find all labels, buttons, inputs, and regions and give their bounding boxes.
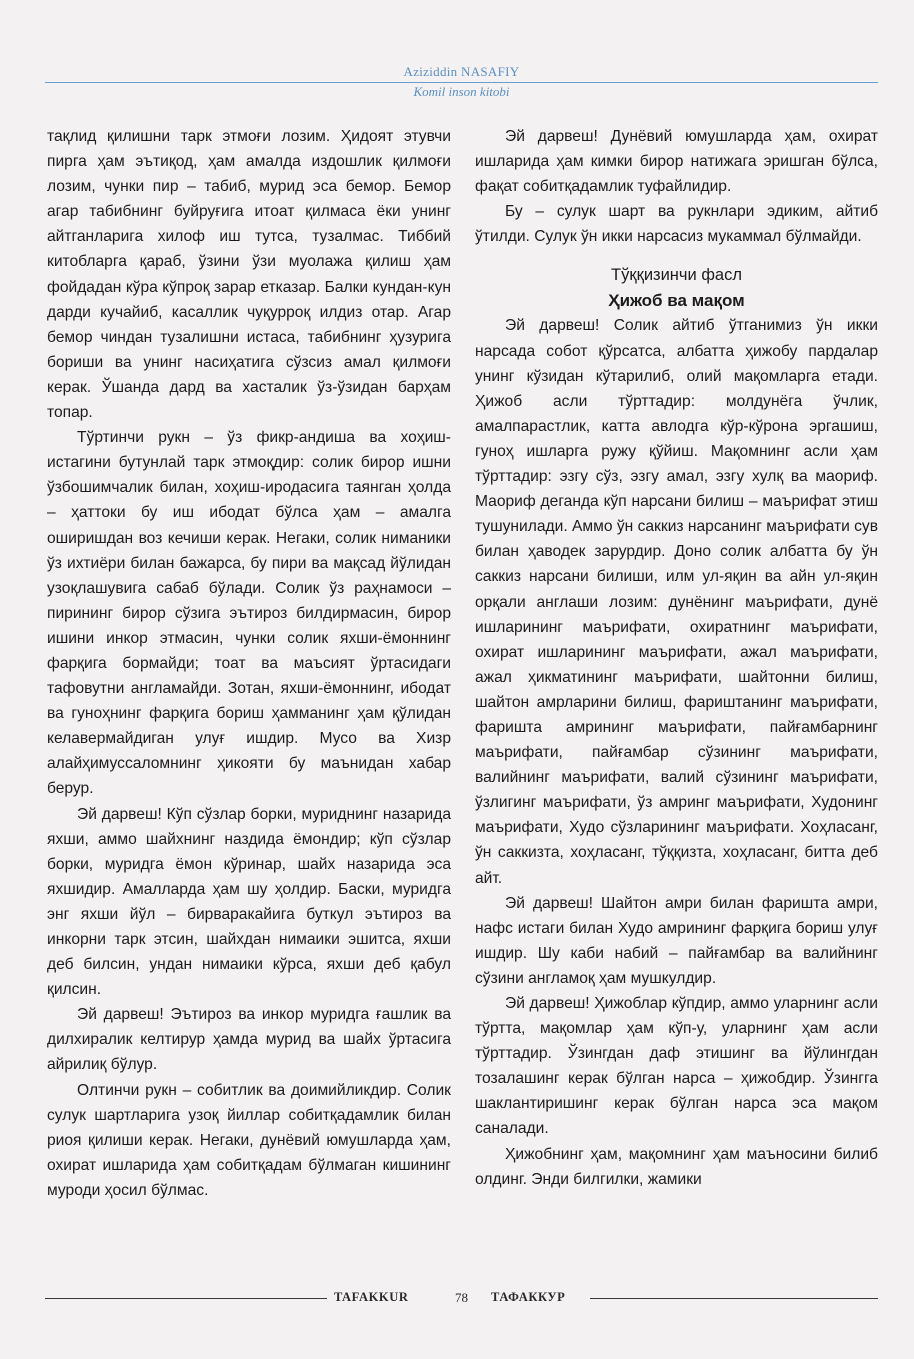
section-spacer xyxy=(475,249,878,263)
footer-rule-right xyxy=(590,1298,878,1299)
right-paragraph-5: Эй дарвеш! Ҳижоблар кўпдир, аммо уларнинг асли тўртта, мақомлар ҳам кўп-у, уларнинг ҳам асли тўрттадир. Ўзингдан даф этишинг ва йўлингдан тозалашинг керак бўлган нарса – ҳижобдир. Ўзингга шаклантиришинг керак бўлган нарса эса мақом саналади. xyxy=(475,995,878,1138)
section-title: Тўққизинчи фасл xyxy=(611,266,742,285)
footer-magazine-latin: TAFAKKUR xyxy=(334,1290,409,1304)
footer-magazine-cyrillic: ТАФАККУР xyxy=(491,1290,566,1304)
left-paragraph-5: Олтинчи рукн – собитлик ва доимийликдир. Солик сулук шартларига узоқ йиллар собитқадамлик билан риоя қилиши керак. Негаки, дунёвий юмушларда ҳам, охират ишларида ҳам собитқадам бўлмаган кишининг муроди ҳосил бўлмас. xyxy=(47,1081,451,1199)
page-number: 78 xyxy=(455,1290,468,1305)
left-paragraph-2: Тўртинчи рукн – ўз фикр-андиша ва хоҳиш-истагини бутунлай тарк этмоқдир: солик бирор ишни ўзбошимчалик билан, хоҳиш-иродасига таянган ҳолда – ҳаттоки бу иш ибодат бўлса ҳам – амалга оширишдан воз кечиши керак. Негаки, солик ниманики ўз ихтиёри билан бажарса, бу пири ва мақсад йўлидан узоқлашувига сабаб бўлади. Солик ўз раҳнамоси – пирининг бирор сўзига эътироз билдирмасин, бирор ишини инкор этмасин, чунки солик яхши-ёмоннинг фарқига бормайди; тоат ва маъсият ўртасидаги тафовутни англамайди. Зотан, яхши-ёмоннинг, ибодат ва гуноҳнинг фарқига бориш ҳамманинг ҳам қўлидан келавермайдиган улуғ ишдир. Мусо ва Хизр алайҳимуссаломнинг ҳикояти бу маънидан хабар берур. xyxy=(47,429,451,798)
header-author: Aziziddin NASAFIY xyxy=(403,64,520,79)
footer-rule-left xyxy=(45,1298,327,1299)
left-paragraph-3: Эй дарвеш! Кўп сўзлар борки, муриднинг назарида яхши, аммо шайхнинг наздида ёмондир; кўп сўзлар борки, муридга ёмон кўринар, шайх назарида эса яхшидир. Амалларда ҳам шу ҳолдир. Баски, муридга энг яхши йўл – бирваракайига буткул эътироз ва инкорни тарк этсин, шайхдан нимаики эшитса, яхши деб билсин, ундан нимаики кўрса, яхши деб қабул қилсин. xyxy=(47,805,451,999)
right-paragraph-4: Эй дарвеш! Шайтон амри билан фаришта амри, нафс истаги билан Худо амрининг фарқига бориш улуғ ишдир. Шу каби набий – пайғамбар ва валийнинг сўзини англамоқ ҳам мушкулдир. xyxy=(475,894,878,987)
header-book-title: Komil inson kitobi xyxy=(413,84,510,99)
right-paragraph-6: Ҳижобнинг ҳам, мақомнинг ҳам маъносини билиб олдинг. Энди билгилки, жамики xyxy=(475,1145,878,1188)
right-paragraph-1: Эй дарвеш! Дунёвий юмушларда ҳам, охират ишларида ҳам кимки бирор натижага эришган бўлса, фақат собитқадамлик туфайлидир. xyxy=(475,128,878,196)
right-paragraph-2: Бу – сулук шарт ва рукнлари эдиким, айтиб ўтилди. Сулук ўн икки нарсасиз мукаммал бўлмайди. xyxy=(475,203,878,246)
section-subtitle: Ҳижоб ва мақом xyxy=(608,291,745,311)
header-rule xyxy=(45,82,878,83)
left-column xyxy=(47,124,451,1203)
right-column xyxy=(475,124,878,1192)
left-paragraph-4: Эй дарвеш! Эътироз ва инкор муридга ғашлик ва дилхиралик келтирур ҳамда мурид ва шайх ўртасига айрилиқ бўлур. xyxy=(47,1006,451,1074)
right-paragraph-3: Эй дарвеш! Солик айтиб ўтганимиз ўн икки нарсада собот қўрсатса, албатта ҳижобу пардалар унинг кўзидан кўтарилиб, олий мақомларга етади. Ҳижоб асли тўрттадир: молдунёга ўчлик, амалпарастлик, катта авлодга кўр-кўрона эргашиш, гуноҳ ишларга ружу қўйиш. Мақомнинг асли ҳам тўрттадир: эзгу сўз, эзгу амал, эзгу хулқ ва маориф. Маориф деганда кўп нарсани билиш – маърифат этиш тушунилади. Аммо ўн саккиз нарсанинг маърифати сув билан ҳаводек зарурдир. Доно солик албатта бу ўн саккиз нарсани билиши, илм ул-яқин ва айн ул-яқин орқали англаши лозим: дунёнинг маърифати, дунё ишларининг маърифати, охиратнинг маърифати, охират ишларининг маърифати, ажал маърифати, ажал ҳикматининг маърифати, шайтонни билиш, шайтон амрларини билиш, фариштанинг маърифати, фаришта амрининг маърифати, пайғамбарнинг маърифати, пайғамбар сўзининг маърифати, валийнинг маърифати, валий сўзининг маърифати, ўзлигинг маърифати, ўз амринг маърифати, Худонинг маърифати, Худо сўзларининг маърифати. Хоҳласанг, ўн саккизта, хоҳласанг, тўққизта, хоҳласанг, битта деб айт. xyxy=(475,317,879,887)
running-header xyxy=(45,64,878,100)
page-footer xyxy=(45,1288,878,1308)
left-paragraph-1: тақлид қилишни тарк этмоғи лозим. Ҳидоят этувчи пирга ҳам эътиқод, ҳам амалда издошлик қилмоғи лозим, чунки пир – табиб, мурид эса бемор. Бемор агар табибнинг буйруғига итоат қилмаса ёки унинг айтганларига хилоф иш тутса, тузалмас. Тиббий китобларга қараб, ўзини ўзи муолажа қилиш ҳам фойдадан кўра кўпроқ зарар етказар. Балки кундан-кун дарди кучайиб, касаллик чуқурроқ илдиз отар. Агар бемор чиндан тузалишни истаса, табибнинг ҳузурига бориши ва унинг насиҳатига сўзсиз амал қилмоғи керак. Ўшанда дард ва хасталик ўз-ўзидан барҳам топар. xyxy=(47,128,451,422)
